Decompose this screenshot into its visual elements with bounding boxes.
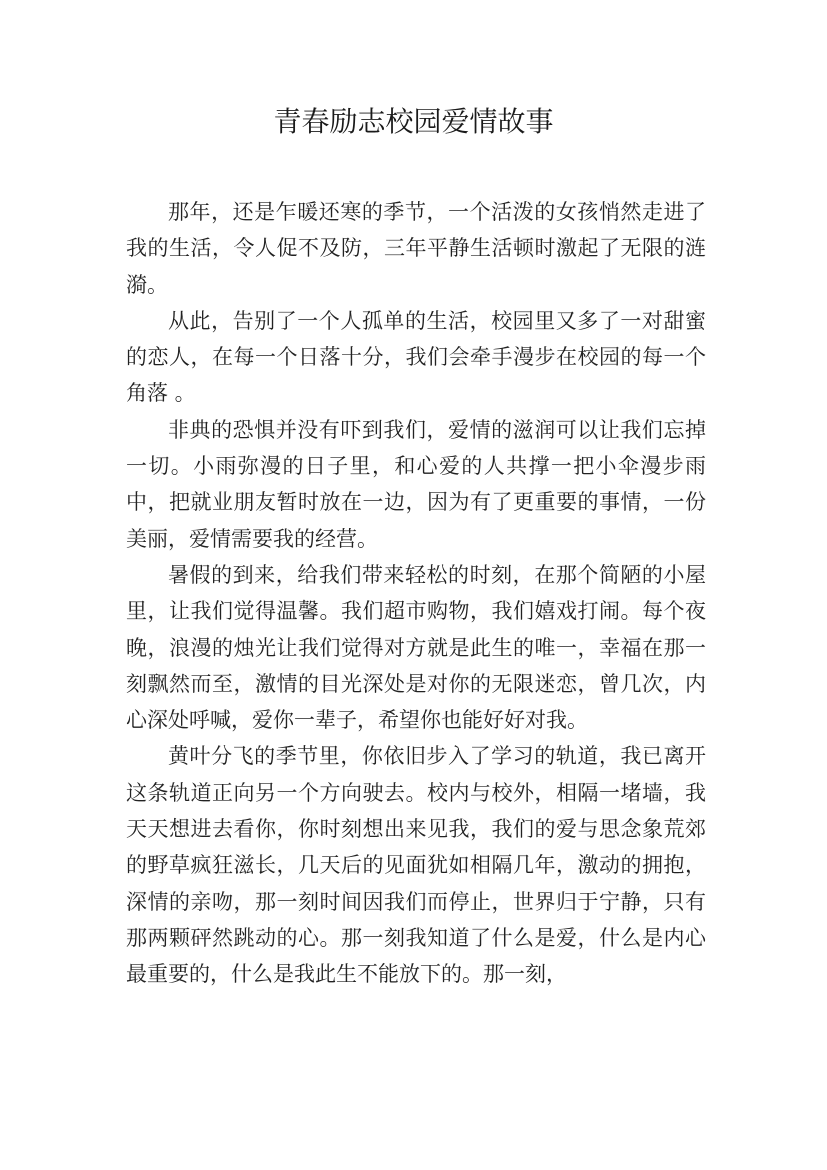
paragraph-5: 黄叶分飞的季节里，你依旧步入了学习的轨道，我已离开这条轨道正向另一个方向驶去。校内与校外，相隔一堵墙，我天天想进去看你，你时刻想出来见我，我们的爱与思念象荒郊的野草疯狂滋长，几天后的见面犹如相隔几年，激动的拥抱，深情的亲吻，那一刻时间因我们而停止，世界归于宁静，只有那两颗砰然跳动的心。那一刻我知道了什么是爱，什么是内心最重要的，什么是我此生不能放下的。那一刻， bbox=[126, 744, 706, 987]
document-body bbox=[126, 194, 706, 993]
paragraph-1: 那年，还是乍暖还寒的季节，一个活泼的女孩悄然走进了我的生活，令人促不及防，三年平静生活顿时激起了无限的涟漪。 bbox=[126, 200, 706, 297]
paragraph-3: 非典的恐惧并没有吓到我们，爱情的滋润可以让我们忘掉一切。小雨弥漫的日子里，和心爱的人共撑一把小伞漫步雨中，把就业朋友暂时放在一边，因为有了更重要的事情，一份美丽，爱情需要我的经营。 bbox=[126, 417, 706, 551]
document-title: 青春励志校园爱情故事 bbox=[273, 105, 554, 138]
paragraph-2: 从此，告别了一个人孤单的生活，校园里又多了一对甜蜜的恋人，在每一个日落十分，我们会牵手漫步在校园的每一个角落 。 bbox=[126, 308, 706, 406]
paragraph-4: 暑假的到来，给我们带来轻松的时刻，在那个简陋的小屋里，让我们觉得温馨。我们超市购物，我们嬉戏打闹。每个夜晚，浪漫的烛光让我们觉得对方就是此生的唯一，幸福在那一刻飘然而至，激情的目光深处是对你的无限迷恋，曾几次，内心深处呼喊，爱你一辈子，希望你也能好好对我。 bbox=[126, 562, 706, 733]
